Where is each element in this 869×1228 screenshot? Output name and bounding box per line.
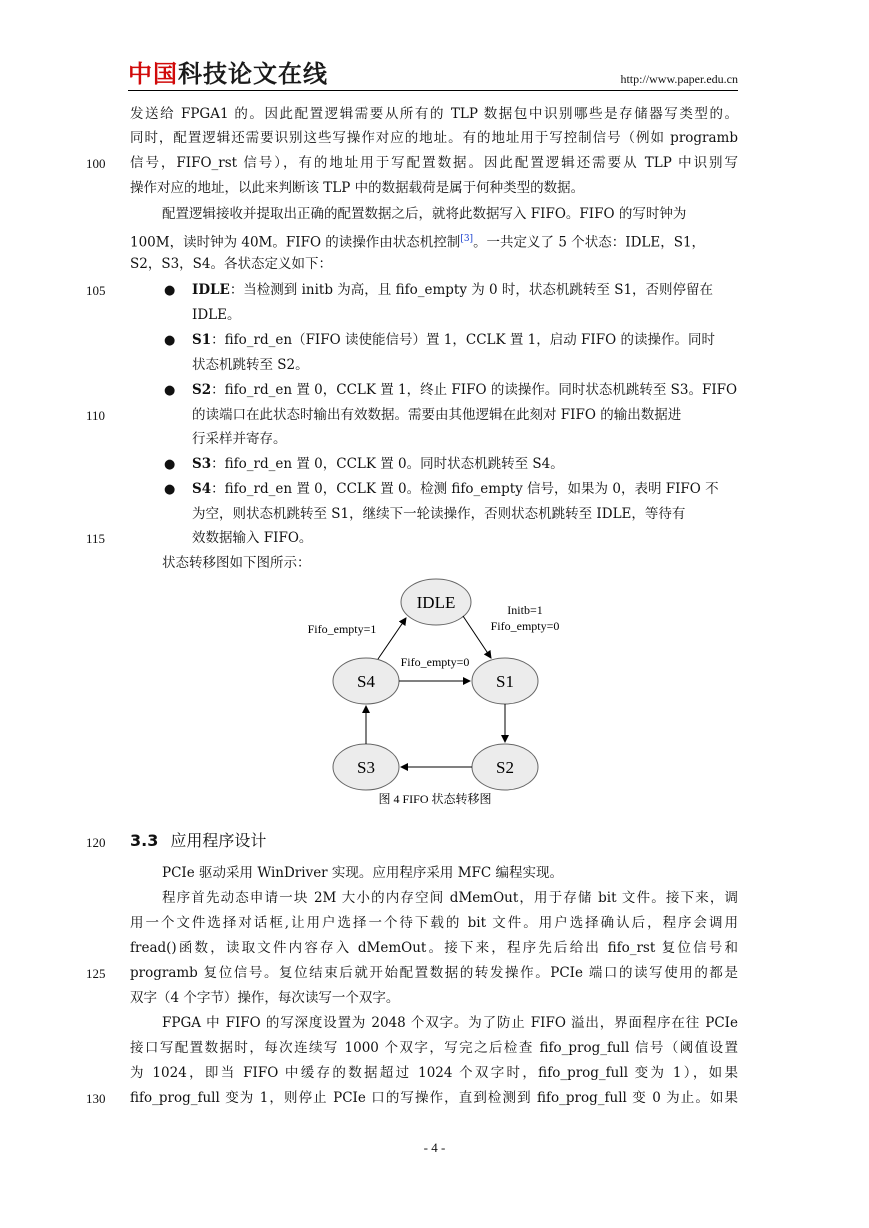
body-line: fread()函数，读取文件内容存入 dMemOut。接下来，程序先后给出 fifo_rst 复位信号和 xyxy=(130,940,738,956)
state-name: IDLE xyxy=(192,282,230,298)
state-label: S1 xyxy=(496,672,514,691)
body-line: 配置逻辑接收并提取出正确的配置数据之后，就将此数据写入 FIFO。FIFO 的写时钟为 xyxy=(162,206,687,222)
bullet-line: 效数据输入 FIFO。 xyxy=(192,530,313,546)
line-number: 125 xyxy=(86,966,106,981)
edge-label-idle-s1: Fifo_empty=0 xyxy=(490,619,560,633)
citation-link[interactable]: [3] xyxy=(460,234,474,244)
state-label: S3 xyxy=(357,758,375,777)
body-text: 。一共定义了 5 个状态：IDLE，S1， xyxy=(473,234,706,251)
line-number: 130 xyxy=(86,1091,106,1106)
edge-label-s4-s1: Fifo_empty=0 xyxy=(400,655,470,669)
body-line: 用一个文件选择对话框,让用户选择一个待下载的 bit 文件。用户选择确认后，程序会调用 xyxy=(130,915,738,931)
section-title: 应用程序设计 xyxy=(170,831,267,850)
body-line: 操作对应的地址，以此来判断该 TLP 中的数据载荷是属于何种类型的数据。 xyxy=(130,180,585,196)
body-text: 100M，读时钟为 40M。FIFO 的读操作由状态机控制 xyxy=(130,234,461,251)
body-line: FPGA 中 FIFO 的写深度设置为 2048 个双字。为了防止 FIFO 溢出，界面程序在往 PCIe xyxy=(162,1015,738,1031)
section-number: 3.3 xyxy=(130,831,159,850)
body-line: 状态转移图如下图所示： xyxy=(162,555,311,571)
body-line: 接口写配置数据时，每次连续写 1000 个双字，写完之后检查 fifo_prog_full 信号（阈值设置 xyxy=(130,1040,738,1056)
body-line: 信号，FIFO_rst 信号），有的地址用于写配置数据。因此配置逻辑还需要从 TLP 中识别写 xyxy=(130,155,738,171)
state-label: IDLE xyxy=(416,593,456,612)
line-number: 120 xyxy=(86,835,106,850)
state-idle xyxy=(401,579,471,625)
bullet-text: ：fifo_rd_en 置 0，CCLK 置 0。检测 fifo_empty 信号，如果为 0，表明 FIFO 不 xyxy=(211,481,719,497)
state-label: S4 xyxy=(357,672,375,691)
bullet-line: IDLE。 xyxy=(192,307,241,323)
bullet-dot: ● xyxy=(164,333,176,348)
state-name: S1 xyxy=(192,332,212,348)
state-s2 xyxy=(472,744,538,790)
bullet-text: ：fifo_rd_en（FIFO 读使能信号）置 1，CCLK 置 1，启动 FIFO 的读操作。同时 xyxy=(211,332,715,348)
bullet-text: ：当检测到 initb 为高，且 fifo_empty 为 0 时，状态机跳转至 S1，否则停留在 xyxy=(229,282,714,298)
bullet-dot: ● xyxy=(164,383,176,398)
line-number: 105 xyxy=(86,283,106,298)
bullet-line: 行采样并寄存。 xyxy=(192,431,287,447)
bullet-text: ：fifo_rd_en 置 0，CCLK 置 1，终止 FIFO 的读操作。同时状态机跳转至 S3。FIFO xyxy=(211,382,738,398)
state-name: S4 xyxy=(192,481,212,497)
bullet-line: 状态机跳转至 S2。 xyxy=(192,357,309,373)
bullet-line: 的读端口在此状态时输出有效数据。需要由其他逻辑在此刻对 FIFO 的输出数据进 xyxy=(192,407,682,423)
line-number: 100 xyxy=(86,156,106,171)
body-line: 为 1024，即当 FIFO 中缓存的数据超过 1024 个双字时，fifo_prog_full 变为 1），如果 xyxy=(130,1065,738,1081)
bullet-dot: ● xyxy=(164,457,176,472)
logo-dark-text: 科技论文在线 xyxy=(178,60,328,88)
line-number: 115 xyxy=(86,531,106,546)
page-number: - 4 - xyxy=(423,1140,446,1155)
body-line: 同时，配置逻辑还需要识别这些写操作对应的地址。有的地址用于写控制信号（例如 programb xyxy=(130,130,738,146)
body-line: fifo_prog_full 变为 1，则停止 PCIe 口的写操作，直到检测到 fifo_prog_full 变 0 为止。如果 xyxy=(130,1090,738,1106)
state-name: S2 xyxy=(192,382,212,398)
bullet-dot: ● xyxy=(164,283,176,298)
edge-idle-s1 xyxy=(463,616,491,658)
bullet-dot: ● xyxy=(164,482,176,497)
state-s4 xyxy=(333,658,399,704)
state-label: S2 xyxy=(496,758,514,777)
edge-label-s4-idle: Fifo_empty=1 xyxy=(307,622,377,636)
figure-caption: 图 4 FIFO 状态转移图 xyxy=(378,792,492,806)
section-heading xyxy=(130,828,266,854)
state-s3 xyxy=(333,744,399,790)
body-line: 发送给 FPGA1 的。因此配置逻辑需要从所有的 TLP 数据包中识别哪些是存储器写类型的。 xyxy=(130,106,738,122)
state-s1 xyxy=(472,658,538,704)
body-line: 双字（4 个字节）操作，每次读写一个双字。 xyxy=(130,990,400,1006)
body-line: programb 复位信号。复位结束后就开始配置数据的转发操作。PCIe 端口的读写使用的都是 xyxy=(130,965,738,981)
logo-red-text: 中国 xyxy=(128,60,178,88)
body-line: S2，S3，S4。各状态定义如下： xyxy=(130,256,333,272)
body-line: 程序首先动态申请一块 2M 大小的内存空间 dMemOut，用于存储 bit 文件。接下来，调 xyxy=(162,890,738,906)
edge-label-initb: Initb=1 xyxy=(507,603,543,617)
body-line: PCIe 驱动采用 WinDriver 实现。应用程序采用 MFC 编程实现。 xyxy=(162,865,564,881)
edge-s4-idle xyxy=(378,618,406,659)
header-url[interactable]: http://www.paper.edu.cn xyxy=(620,72,738,86)
line-number: 110 xyxy=(86,408,106,423)
state-name: S3 xyxy=(192,456,212,472)
bullet-line: 为空，则状态机跳转至 S1，继续下一轮读操作，否则状态机跳转至 IDLE，等待有 xyxy=(192,506,686,522)
bullet-text: ：fifo_rd_en 置 0，CCLK 置 0。同时状态机跳转至 S4。 xyxy=(211,456,564,472)
